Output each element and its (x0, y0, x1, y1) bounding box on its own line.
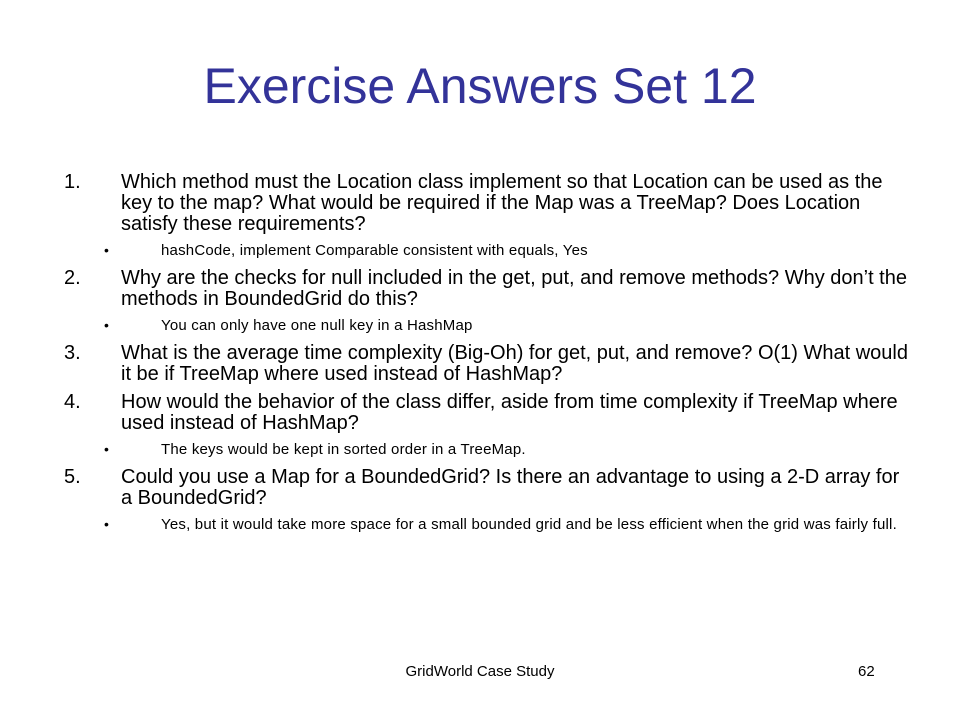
question-text: Could you use a Map for a BoundedGrid? Is there an advantage to using a 2-D array for a BoundedGrid? (121, 466, 900, 509)
question-item-5 (64, 467, 914, 509)
bullet-icon: • (104, 317, 110, 333)
answer-text: hashCode, implement Comparable consistent with equals, Yes (161, 242, 588, 259)
question-text: How would the behavior of the class differ, aside from time complexity if TreeMap where used instead of HashMap? (121, 391, 898, 434)
answer-text: Yes, but it would take more space for a small bounded grid and be less efficient when the grid was fairly full. (161, 516, 897, 533)
question-item-3 (64, 343, 914, 385)
bullet-icon: • (104, 516, 110, 532)
answer-text: You can only have one null key in a HashMap (161, 317, 473, 334)
answer-text: The keys would be kept in sorted order in a TreeMap. (161, 441, 526, 458)
question-item-1 (64, 172, 914, 235)
answer-item-5 (64, 516, 914, 533)
question-number: 4. (64, 391, 81, 413)
question-number: 2. (64, 267, 81, 289)
question-number: 5. (64, 466, 81, 488)
question-number: 3. (64, 342, 81, 364)
bullet-icon: • (104, 242, 110, 258)
question-text: What is the average time complexity (Big-Oh) for get, put, and remove? O(1) What would it be if TreeMap where used instead of HashMap? (121, 342, 908, 385)
bullet-icon: • (104, 441, 110, 457)
answer-item-1 (64, 242, 914, 259)
answer-item-4 (64, 441, 914, 458)
footer-label: GridWorld Case Study (405, 663, 555, 680)
question-text: Why are the checks for null included in the get, put, and remove methods? Why don’t the methods in BoundedGrid do this? (121, 267, 907, 310)
question-text: Which method must the Location class implement so that Location can be used as the key to the map? What would be required if the Map was a TreeMap? Does Location satisfy these requirements? (121, 171, 883, 235)
question-item-4 (64, 392, 914, 434)
question-number: 1. (64, 171, 81, 193)
page-number: 62 (858, 663, 875, 680)
question-list (64, 172, 914, 542)
question-item-2 (64, 268, 914, 310)
slide-title: Exercise Answers Set 12 (203, 58, 757, 114)
answer-item-2 (64, 317, 914, 334)
